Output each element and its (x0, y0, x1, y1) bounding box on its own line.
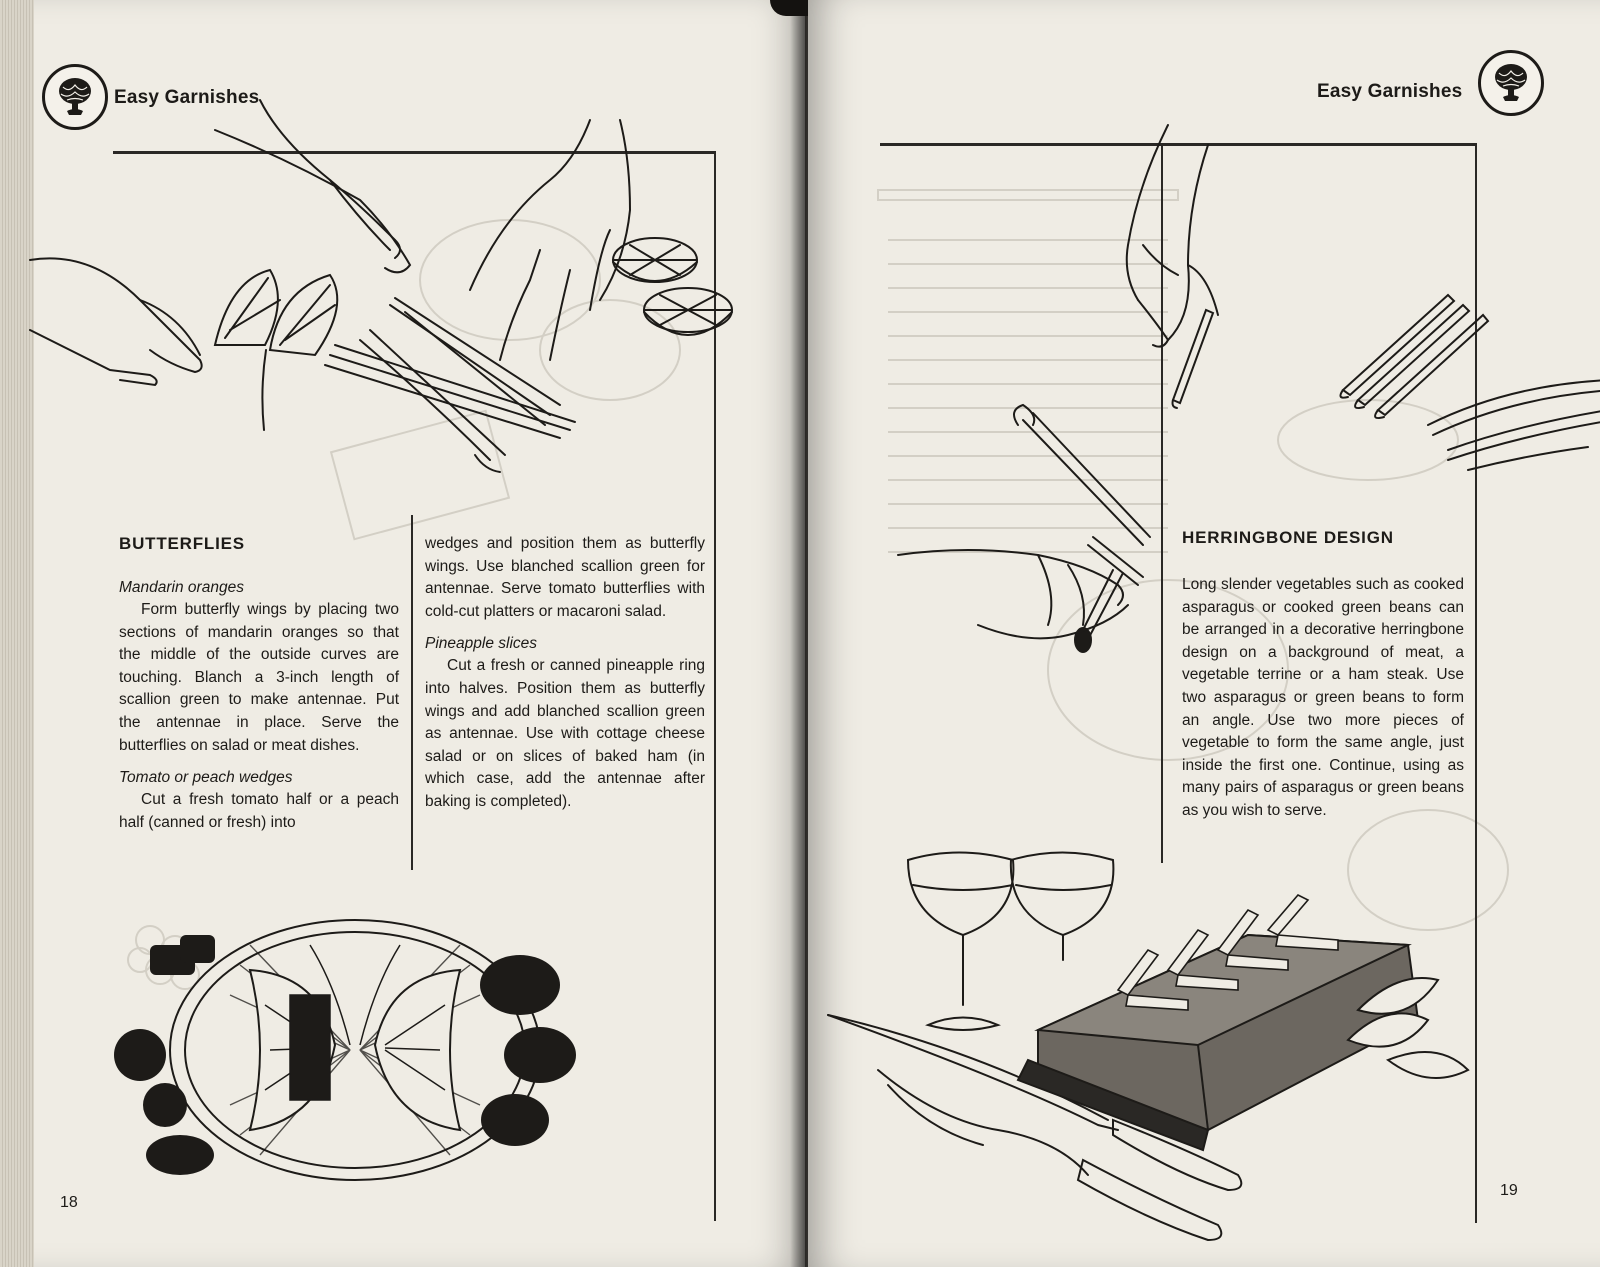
para-pineapple: Cut a fresh or canned pineapple ring into halves. Position them as butterfly wings and add blanched scallion green as antennae. Use with cottage cheese salad or on slices of baked ham (in which case, add the antennae after baking is completed). (425, 657, 705, 810)
page-edge-stack (0, 0, 34, 1267)
left-column-1 (119, 579, 399, 846)
column-divider (411, 515, 413, 870)
section-title-butterflies: BUTTERFLIES (119, 534, 245, 553)
butterflies-hands-illustration (30, 100, 730, 500)
section-title-herringbone: HERRINGBONE DESIGN (1182, 528, 1394, 547)
page-number: 19 (1500, 1182, 1518, 1199)
subhead-tomato-peach: Tomato or peach wedges (119, 769, 293, 787)
right-column-text (1182, 574, 1464, 835)
subhead-pineapple: Pineapple slices (425, 635, 538, 653)
artichoke-icon (1491, 61, 1531, 105)
page-number: 18 (60, 1194, 78, 1211)
right-page (808, 0, 1600, 1267)
para-mandarin: Form butterfly wings by placing two sections of mandarin oranges so that the middle of the outside curves are touching. Blanch a 3-inch length of scallion green to make antennae. Put the antennae in place. Serve the butterflies on salad or meat dishes. (119, 601, 399, 754)
para-tomato-peach: Cut a fresh tomato half or a peach half (canned or fresh) into (119, 791, 399, 831)
running-head: Easy Garnishes (114, 87, 260, 108)
running-head: Easy Garnishes (1317, 81, 1463, 102)
terrine-herringbone-illustration (828, 830, 1468, 1250)
artichoke-logo (1478, 50, 1544, 116)
para-wedges-continued: wedges and position them as butterfly wings. Use blanched scallion green for antennae. Serve tomato butterflies with cold-cut platters or macaroni salad. (425, 535, 705, 620)
para-herringbone: Long slender vegetables such as cooked asparagus or cooked green beans can be arranged in a decorative herringbone design on a background of meat, a vegetable terrine or a ham steak. Use two asparagus or green beans to form an angle. Use two more pieces of vegetable to form the same angle, just inside the first one. Continue, using as many pairs of asparagus or green beans as you wish to serve. (1182, 576, 1464, 819)
pineapple-butterfly-plate-illustration (120, 905, 590, 1195)
subhead-mandarin: Mandarin oranges (119, 579, 244, 596)
left-column-2 (425, 533, 705, 826)
